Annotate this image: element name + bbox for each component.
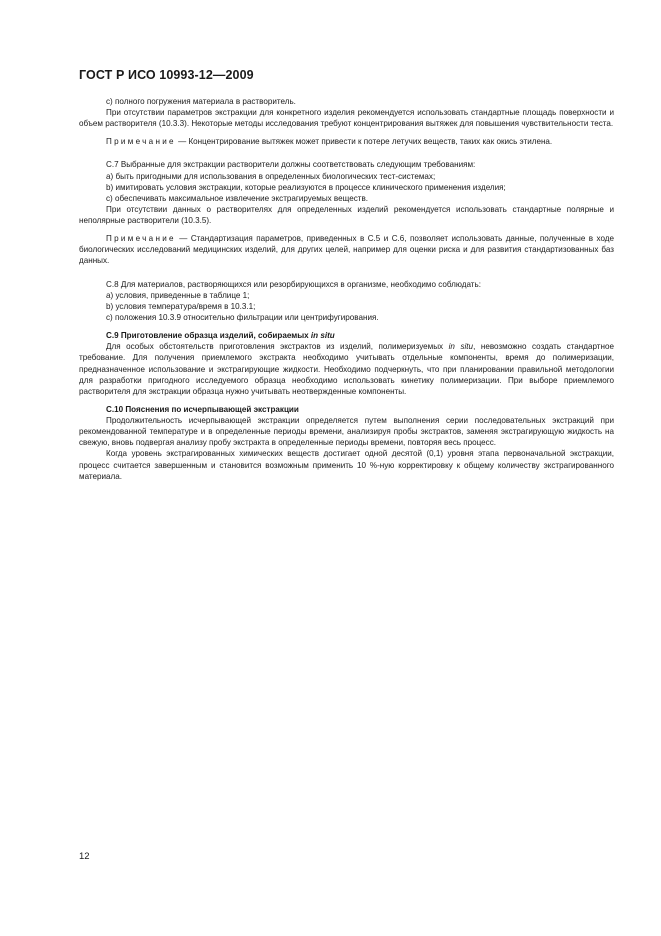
note-1-text: — Концентрирование вытяжек может привести к потере летучих веществ, таких как окись этилена. [175,137,553,147]
note-2 [79,233,614,267]
note-2-label: Примечание [106,234,176,244]
list-item-c8-c: c) положения 10.3.9 относительно фильтрации или центрифугирования. [106,313,379,323]
list-item-c7-c: c) обеспечивать максимальное извлечение экстрагируемых веществ. [106,193,369,203]
paragraph-c9 [79,341,614,397]
section-c9-title [79,330,614,341]
document-header: ГОСТ Р ИСО 10993-12—2009 [79,68,254,82]
section-c7: С.7 Выбранные для экстракции растворители должны соответствовать следующим требованиям: [106,160,476,170]
paragraph-extraction-params: При отсутствии параметров экстракции для конкретного изделия рекомендуется использовать стандартные площадь поверхности и объем растворителя (10.3.3). Некоторые методы исследования требуют концентрирования вытяжек для повышения чувствительности теста. [79,108,614,129]
note-2-text: — Стандартизация параметров, приведенных в С.5 и С.6, позволяет использовать данные, полученные в ходе биологических исследований медицинских изделий, для других целей, например для оценки риска и для развития стандартизованных баз данных. [79,234,614,266]
c9-text-italic: in situ [448,342,474,352]
section-c10-title: С.10 Пояснения по исчерпывающей экстракции [106,404,299,414]
section-c9-title-italic: in situ [310,330,335,340]
list-item-c7-b: b) имитировать условия экстракции, которые реализуются в процессе клинического применения изделия; [106,182,506,192]
paragraph-c10-1: Продолжительность исчерпывающей экстракции определяется путем выполнения серии последовательных экстракций при рекомендованной температуре и в определенные периоды времени, анализируя пробы экстрактов, заменяя экстрагирующую жидкость на свежую, вновь подвергая анализу пробу экстракта в определенные периоды времени, повторяя весь процесс. [79,415,614,448]
note-1-label: Примечание [106,137,176,147]
paragraph-c7-solvents: При отсутствии данных о растворителях для определенных изделий рекомендуется использовать стандартные полярные и неполярные растворители (10.3.5). [79,205,614,226]
page-number: 12 [79,851,90,862]
section-c9-title-text: С.9 Приготовление образца изделий, собираемых [106,330,311,340]
list-item-c8-a: a) условия, приведенные в таблице 1; [106,290,250,300]
paragraph-c-item: c) полного погружения материала в растворитель. [106,97,296,106]
c9-text-post: , невозможно создать стандартное требование. Для получения приемлемого экстракта необходимо учитывать отдельные компоненты, время до полимеризации, предназначенное использование и экстрагирующие жидкости. Необходимо подчеркнуть, что при планировании правильной методологии для разработки пригодного исследуемого образца необходимо использовать кинетику полимеризации. При выборе приемлемого растворителя для экстракции образца нужно учитывать неотвержденные компоненты. [79,342,614,396]
c9-text-pre: Для особых обстоятельств приготовления экстрактов из изделий, полимеризуемых [106,342,449,352]
section-c8: С.8 Для материалов, растворяющихся или резорбирующихся в организме, необходимо соблюдать: [106,279,481,289]
list-item-c8-b: b) условия температура/время в 10.3.1; [106,302,256,312]
document-body [79,96,614,482]
note-1 [79,136,614,147]
list-item-c7-a: a) быть пригодными для использования в определенных биологических тест-системах; [106,171,436,181]
paragraph-c10-2: Когда уровень экстрагированных химических веществ достигает одной десятой (0,1) уровня этапа первоначальной экстракции, процесс считается завершенным и становится возможным применить 10 %-ную корректировку к общему количеству экстрагированного материала. [79,449,614,481]
